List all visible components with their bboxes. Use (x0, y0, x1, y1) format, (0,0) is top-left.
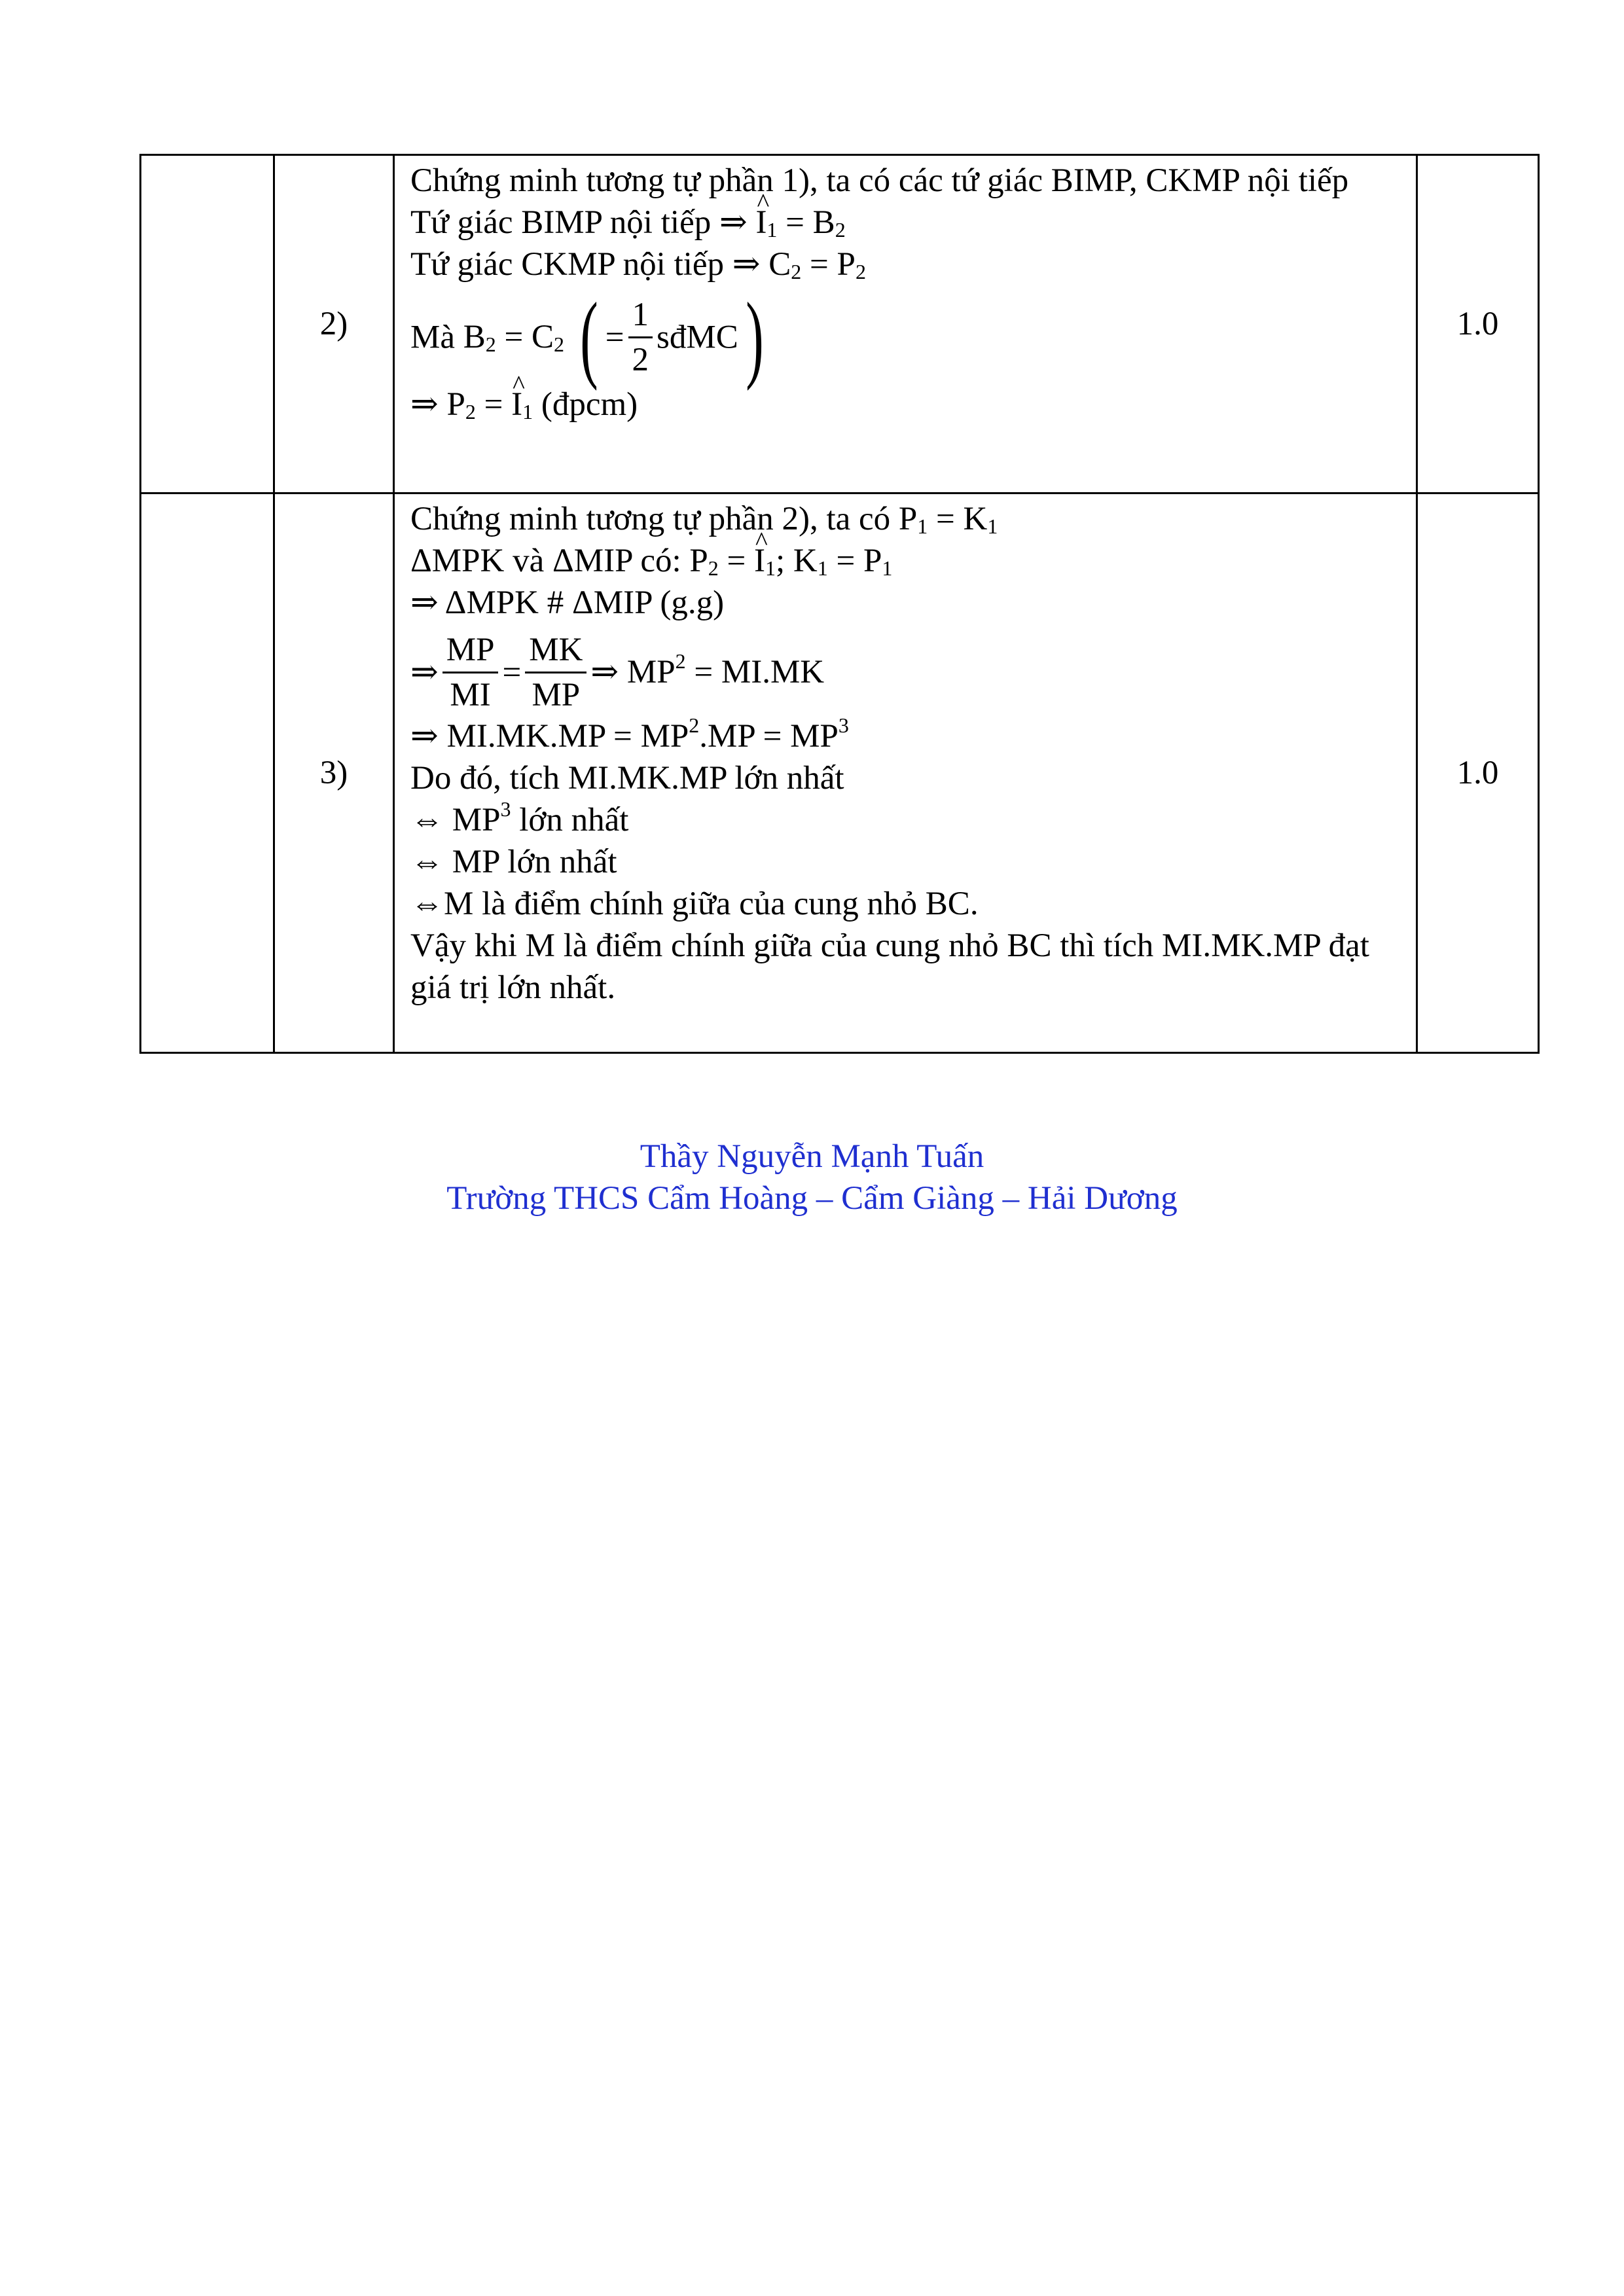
blank-cell (141, 155, 274, 493)
author-name: Thầy Nguyễn Mạnh Tuấn (640, 1138, 984, 1175)
points-cell: 1.0 (1417, 493, 1539, 1053)
table-row (141, 493, 1539, 1053)
text-line: Chứng minh tương tự phần 1), ta có các tứ giác BIMP, CKMP nội tiếp (410, 162, 1349, 199)
text-line: Tứ giác BIMP nội tiếp ⇒ ^ $I_1 = B_2$ (410, 202, 1404, 243)
points-cell: 1.0 (1417, 155, 1539, 493)
part-number: 2) (274, 155, 394, 493)
text-line: ΔMPK và ΔMIP có: $P_2$ = ^ $I_1$; $K_1 = P_1$ (410, 540, 1404, 582)
text-line: ⇒ $P_2$ = ^ $I_1$ (đpcm) (410, 384, 1404, 425)
text-line: Chứng minh tương tự phần 2), ta có $P_1 = K_1$ (410, 501, 998, 538)
blank-cell (141, 493, 274, 1053)
text-line: Mà $B_2 = C_2$ ( = $\frac{1}{2}$ sđMC) (410, 283, 764, 392)
fraction: $\frac{MK}{MP}$ (525, 628, 586, 717)
solution-content (394, 155, 1417, 493)
school-name: Trường THCS Cẩm Hoàng – Cẩm Giàng – Hải Dương (446, 1180, 1178, 1217)
text-line: Vậy khi M là điểm chính giữa của cung nhỏ BC thì tích MI.MK.MP đạt giá trị lớn nhất. (410, 927, 1369, 1006)
text-line: ⇒ $\frac{MP}{MI}$ = $\frac{MK}{MP}$ ⇒ $MP^2 = MI.MK$ (410, 624, 1404, 715)
solution-table (139, 154, 1540, 1054)
text-line: ⇔ $MP^3$ lớn nhất (410, 797, 629, 838)
text-line: Tứ giác CKMP nội tiếp ⇒ $C_2 = P_2$ (410, 246, 866, 283)
fraction: $\frac{MP}{MI}$ (442, 628, 499, 717)
fraction: $\frac{1}{2}$ (628, 293, 653, 382)
text-line: ⇒ $MI.MK.MP = MP^2.MP = MP^3$ (410, 713, 849, 755)
text-line: ⇔M là điểm chính giữa của cung nhỏ BC. (410, 886, 979, 922)
text-line: Do đó, tích MI.MK.MP lớn nhất (410, 760, 844, 797)
solution-content (394, 493, 1417, 1053)
table-row (141, 155, 1539, 493)
part-number: 3) (274, 493, 394, 1053)
text-line: ⇒ ΔMPK # ΔMIP (g.g) (410, 584, 725, 621)
text-line: ⇔ MP lớn nhất (410, 844, 617, 880)
